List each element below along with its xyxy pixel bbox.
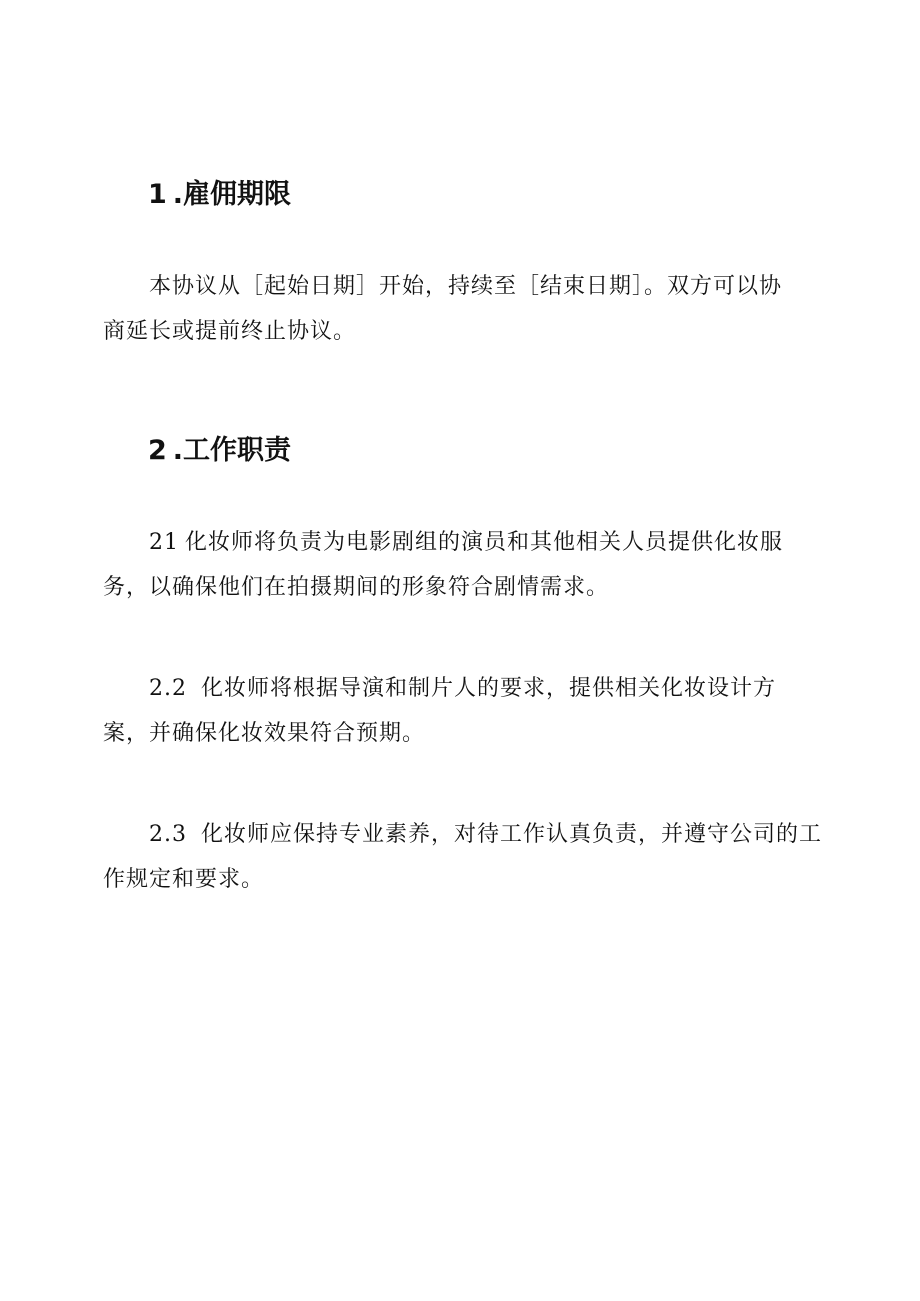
clause-text: 化妆师应保持专业素养，对待工作认真负责，并遵守公司的工 [201, 822, 823, 847]
paragraph-2-2 [103, 666, 823, 756]
clause-number: 21 [149, 530, 179, 555]
section-heading-1 [148, 172, 291, 211]
section-title: .工作职责 [172, 435, 292, 466]
paragraph-2-3 [103, 812, 823, 902]
paragraph-term [103, 264, 823, 354]
section-title: .雇佣期限 [172, 179, 292, 210]
paragraph-line-2: 作规定和要求。 [103, 867, 265, 892]
paragraph-line-1: 本协议从［起始日期］开始，持续至［结束日期］。双方可以协 [149, 274, 783, 299]
paragraph-line-2: 案，并确保化妆效果符合预期。 [103, 721, 426, 746]
clause-text: 化妆师将根据导演和制片人的要求，提供相关化妆设计方 [201, 676, 777, 701]
section-heading-2 [148, 428, 291, 467]
clause-number: 2.2 [149, 676, 187, 701]
paragraph-line-1 [103, 812, 823, 857]
clause-text: 化妆师将负责为电影剧组的演员和其他相关人员提供化妆服 [185, 530, 784, 555]
paragraph-line-1 [103, 666, 823, 711]
paragraph-line-2: 商延长或提前终止协议。 [103, 319, 357, 344]
clause-number: 2.3 [149, 822, 187, 847]
paragraph-2-1 [103, 520, 823, 610]
section-number: 1 [148, 179, 167, 210]
paragraph-line-1 [103, 520, 823, 565]
paragraph-line-2: 务，以确保他们在拍摄期间的形象符合剧情需求。 [103, 575, 610, 600]
section-number: 2 [148, 435, 167, 466]
